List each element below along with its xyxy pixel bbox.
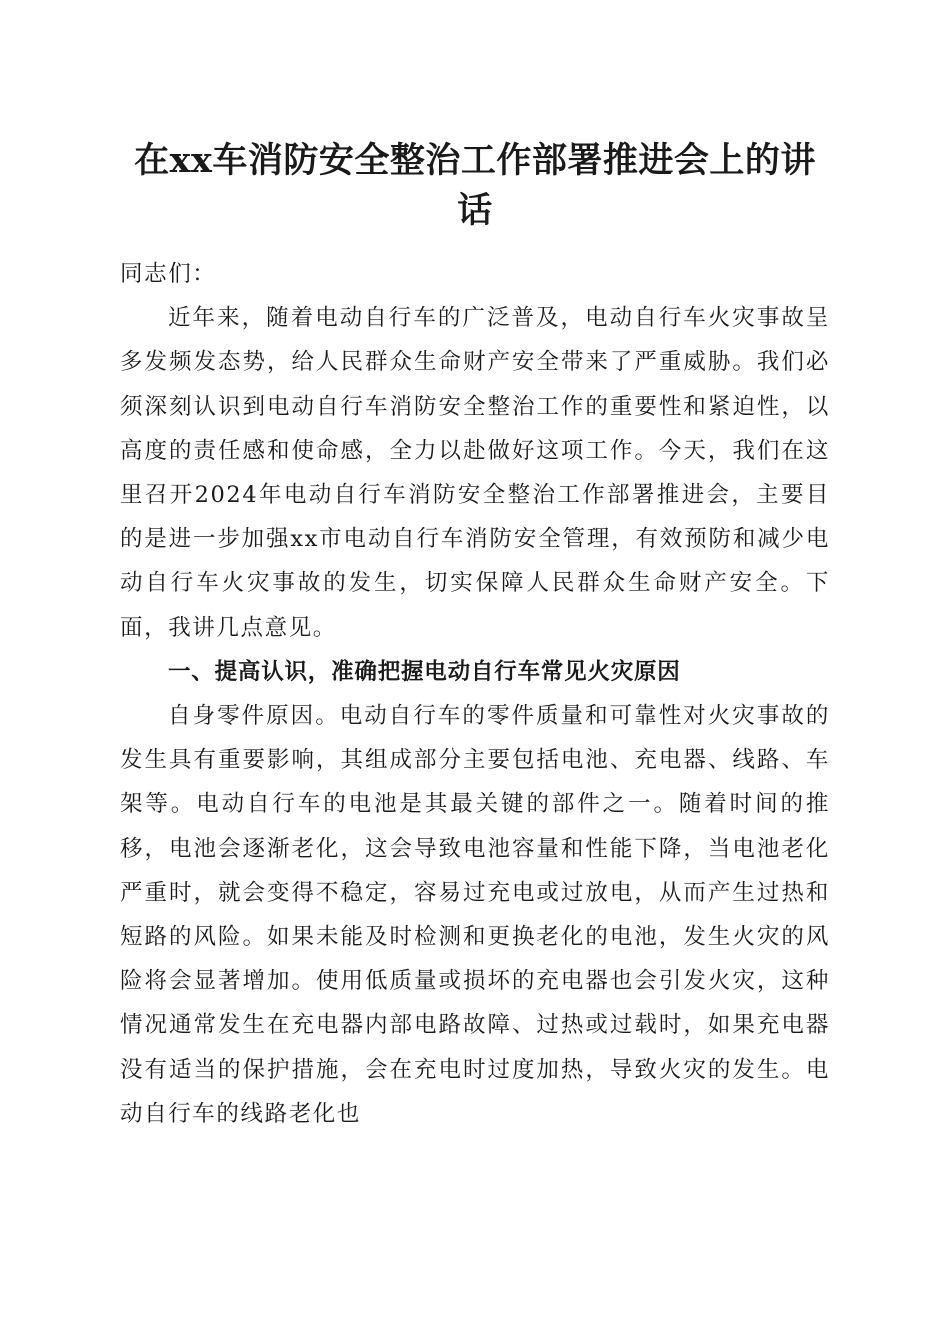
section-heading: 一、提高认识，准确把握电动自行车常见火灾原因	[168, 658, 681, 685]
document-body	[120, 252, 830, 1136]
document-title: 在xx车消防安全整治工作部署推进会上的讲话	[134, 140, 816, 231]
intro-paragraph: 近年来，随着电动自行车的广泛普及，电动自行车火灾事故呈多发频发态势，给人民群众生命财产安全带来了严重威胁。我们必须深刻认识到电动自行车消防安全整治工作的重要性和紧迫性，以高度的责任感和使命感，全力以赴做好这项工作。今天，我们在这里召开2024年电动自行车消防安全整治工作部署推进会，主要目的是进一步加强xx市电动自行车消防安全管理，有效预防和减少电动自行车火灾事故的发生，切实保障人民群众生命财产安全。下面，我讲几点意见。	[120, 305, 830, 641]
greeting: 同志们：	[120, 261, 217, 287]
section-paragraph: 自身零件原因。电动自行车的零件质量和可靠性对火灾事故的发生具有重要影响，其组成部分主要包括电池、充电器、线路、车架等。电动自行车的电池是其最关键的部件之一。随着时间的推移，电池会逐渐老化，这会导致电池容量和性能下降，当电池老化严重时，就会变得不稳定，容易过充电或过放电，从而产生过热和短路的风险。如果未能及时检测和更换老化的电池，发生火灾的风险将会显著增加。使用低质量或损坏的充电器也会引发火灾，这种情况通常发生在充电器内部电路故障、过热或过载时，如果充电器没有适当的保护措施，会在充电时过度加热，导致火灾的发生。电动自行车的线路老化也	[120, 703, 830, 1127]
